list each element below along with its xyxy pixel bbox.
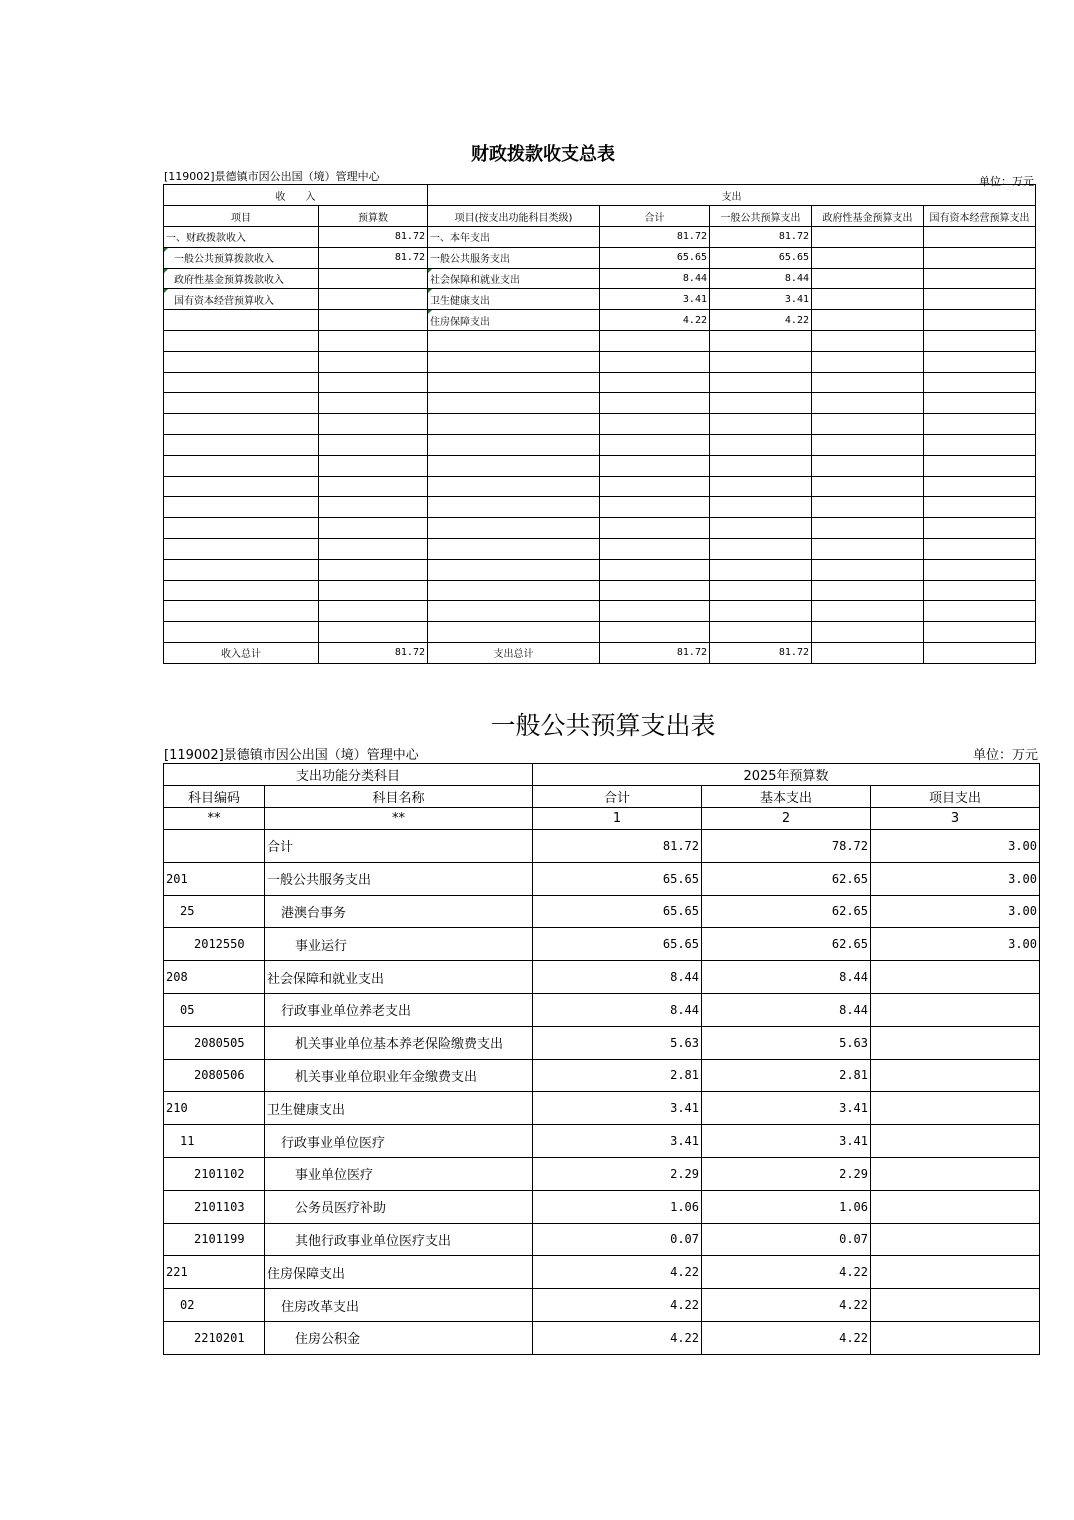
t2-group-header	[164, 764, 1040, 786]
t2-column-header	[164, 786, 1040, 808]
basic-value: 78.72	[702, 830, 871, 863]
expense-fund	[812, 268, 924, 289]
basic-value: 4.22	[702, 1256, 871, 1289]
subject-name: 公务员医疗补助	[265, 1190, 533, 1223]
expense-header: 支出	[428, 185, 1036, 206]
table-row	[164, 1059, 1040, 1092]
basic-value: 62.65	[702, 895, 871, 928]
empty-cell	[319, 372, 428, 393]
empty-cell	[319, 580, 428, 601]
empty-cell	[600, 497, 710, 518]
empty-cell	[600, 559, 710, 580]
empty-cell	[924, 351, 1036, 372]
expense-fund	[812, 247, 924, 268]
empty-cell	[812, 601, 924, 622]
subject-code: 210	[164, 1092, 265, 1125]
expense-item: 住房保障支出	[428, 310, 600, 331]
expense-item: 一般公共服务支出	[428, 247, 600, 268]
empty-cell	[710, 434, 812, 455]
table-row	[164, 518, 1036, 539]
table-row	[164, 961, 1040, 994]
expense-general-total: 81.72	[710, 642, 812, 663]
expense-fund	[812, 227, 924, 248]
empty-cell	[812, 497, 924, 518]
subject-name: 其他行政事业单位医疗支出	[265, 1223, 533, 1256]
subject-name: 住房保障支出	[265, 1256, 533, 1289]
income-amount: 81.72	[319, 247, 428, 268]
expense-general: 8.44	[710, 268, 812, 289]
empty-cell	[600, 414, 710, 435]
empty-cell	[319, 622, 428, 643]
total-value: 81.72	[533, 830, 702, 863]
expense-state-capital	[924, 227, 1036, 248]
expense-state-capital	[924, 268, 1036, 289]
empty-cell	[428, 434, 600, 455]
expense-general: 81.72	[710, 227, 812, 248]
expense-total: 65.65	[600, 247, 710, 268]
empty-cell	[710, 580, 812, 601]
expense-general: 3.41	[710, 289, 812, 310]
total-value: 2.29	[533, 1157, 702, 1190]
subject-name: 住房改革支出	[265, 1289, 533, 1322]
subject-code: 2012550	[164, 928, 265, 961]
basic-value: 4.22	[702, 1321, 871, 1354]
empty-cell	[812, 351, 924, 372]
t2-title: 一般公共预算支出表	[490, 711, 716, 740]
total-value: 4.22	[533, 1321, 702, 1354]
subject-code	[164, 830, 265, 863]
empty-cell	[812, 559, 924, 580]
empty-cell	[428, 351, 600, 372]
table-row	[164, 268, 1036, 289]
table-row	[164, 862, 1040, 895]
basic-value: 2.81	[702, 1059, 871, 1092]
income-item: 一般公共预算拨款收入	[164, 247, 319, 268]
expense-total: 8.44	[600, 268, 710, 289]
col-name: 科目名称	[265, 786, 533, 808]
t2-org: [119002]景德镇市因公出国（境）管理中心	[164, 748, 419, 763]
expense-state-capital-total	[924, 642, 1036, 663]
empty-cell	[319, 455, 428, 476]
total-value: 0.07	[533, 1223, 702, 1256]
total-value: 5.63	[533, 1026, 702, 1059]
empty-cell	[600, 393, 710, 414]
empty-cell	[164, 518, 319, 539]
totals-row	[164, 642, 1036, 663]
empty-cell	[600, 476, 710, 497]
table-row	[164, 1157, 1040, 1190]
col-total: 合计	[600, 206, 710, 227]
empty-cell	[164, 497, 319, 518]
empty-cell	[319, 601, 428, 622]
table-row	[164, 1092, 1040, 1125]
table-row	[164, 580, 1036, 601]
basic-value: 3.41	[702, 1092, 871, 1125]
empty-cell	[924, 434, 1036, 455]
expense-item: 卫生健康支出	[428, 289, 600, 310]
subject-code: 05	[164, 993, 265, 1026]
table-row	[164, 414, 1036, 435]
table-row	[164, 559, 1036, 580]
subject-code: 25	[164, 895, 265, 928]
table-row	[164, 310, 1036, 331]
table-row	[164, 1289, 1040, 1322]
income-item: 一、财政拨款收入	[164, 227, 319, 248]
table-row	[164, 1256, 1040, 1289]
col-expense-item: 项目(按支出功能科目类级)	[428, 206, 600, 227]
table-row	[164, 289, 1036, 310]
income-header: 收 入	[164, 185, 428, 206]
project-value: 3.00	[871, 895, 1040, 928]
subject-code: 11	[164, 1125, 265, 1158]
income-amount: 81.72	[319, 227, 428, 248]
empty-cell	[428, 601, 600, 622]
empty-cell	[812, 455, 924, 476]
empty-cell	[600, 372, 710, 393]
subject-code: 208	[164, 961, 265, 994]
index-cell: 2	[702, 808, 871, 830]
table-row	[164, 830, 1040, 863]
empty-cell	[319, 434, 428, 455]
col-general: 一般公共预算支出	[710, 206, 812, 227]
subject-code: 221	[164, 1256, 265, 1289]
col-fund: 政府性基金预算支出	[812, 206, 924, 227]
empty-cell	[710, 414, 812, 435]
table-row	[164, 247, 1036, 268]
empty-cell	[924, 414, 1036, 435]
empty-cell	[164, 372, 319, 393]
subject-code: 2101103	[164, 1190, 265, 1223]
empty-cell	[319, 351, 428, 372]
empty-cell	[812, 580, 924, 601]
table-row	[164, 497, 1036, 518]
empty-cell	[319, 538, 428, 559]
basic-value: 8.44	[702, 993, 871, 1026]
empty-cell	[428, 372, 600, 393]
table-row	[164, 476, 1036, 497]
col-budget: 预算数	[319, 206, 428, 227]
expense-total: 4.22	[600, 310, 710, 331]
project-value	[871, 1125, 1040, 1158]
empty-cell	[924, 559, 1036, 580]
empty-cell	[924, 518, 1036, 539]
col-state-capital: 国有资本经营预算支出	[924, 206, 1036, 227]
fiscal-summary-table	[163, 184, 1036, 664]
empty-cell	[164, 538, 319, 559]
empty-cell	[924, 372, 1036, 393]
expense-item: 社会保障和就业支出	[428, 268, 600, 289]
empty-cell	[428, 622, 600, 643]
empty-cell	[600, 351, 710, 372]
empty-cell	[710, 351, 812, 372]
empty-cell	[428, 518, 600, 539]
basic-value: 8.44	[702, 961, 871, 994]
empty-cell	[164, 414, 319, 435]
empty-cell	[428, 330, 600, 351]
subject-name: 行政事业单位医疗	[265, 1125, 533, 1158]
project-value	[871, 1092, 1040, 1125]
basic-value: 4.22	[702, 1289, 871, 1322]
empty-cell	[812, 622, 924, 643]
empty-cell	[164, 601, 319, 622]
budget-2025-header: 2025年预算数	[533, 764, 1040, 786]
income-amount	[319, 310, 428, 331]
expense-state-capital	[924, 289, 1036, 310]
empty-cell	[812, 414, 924, 435]
empty-cell	[428, 476, 600, 497]
expense-fund-total	[812, 642, 924, 663]
empty-cell	[164, 434, 319, 455]
empty-cell	[428, 580, 600, 601]
total-value: 2.81	[533, 1059, 702, 1092]
subject-name: 住房公积金	[265, 1321, 533, 1354]
expense-total: 3.41	[600, 289, 710, 310]
basic-value: 62.65	[702, 928, 871, 961]
empty-cell	[812, 393, 924, 414]
project-value	[871, 961, 1040, 994]
table-row	[164, 1223, 1040, 1256]
total-value: 65.65	[533, 895, 702, 928]
t1-title: 财政拨款收支总表	[471, 144, 615, 165]
subject-code: 2080506	[164, 1059, 265, 1092]
project-value	[871, 1223, 1040, 1256]
empty-cell	[428, 414, 600, 435]
t1-org: [119002]景德镇市因公出国（境）管理中心	[164, 170, 380, 183]
table-row	[164, 538, 1036, 559]
empty-cell	[319, 476, 428, 497]
empty-cell	[428, 559, 600, 580]
empty-cell	[600, 455, 710, 476]
table-row	[164, 895, 1040, 928]
empty-cell	[600, 601, 710, 622]
subject-code: 2101102	[164, 1157, 265, 1190]
empty-cell	[164, 622, 319, 643]
empty-cell	[924, 622, 1036, 643]
expense-fund	[812, 289, 924, 310]
table-row	[164, 928, 1040, 961]
empty-cell	[710, 372, 812, 393]
empty-cell	[319, 414, 428, 435]
table-row	[164, 1125, 1040, 1158]
total-value: 4.22	[533, 1256, 702, 1289]
empty-cell	[319, 497, 428, 518]
col-code: 科目编码	[164, 786, 265, 808]
table-row	[164, 993, 1040, 1026]
income-amount	[319, 268, 428, 289]
table-row	[164, 393, 1036, 414]
basic-value: 1.06	[702, 1190, 871, 1223]
empty-cell	[164, 559, 319, 580]
empty-cell	[924, 330, 1036, 351]
col-project: 项目支出	[871, 786, 1040, 808]
t1-unit: 单位：万元	[979, 175, 1034, 188]
project-value: 3.00	[871, 928, 1040, 961]
income-total-label: 收入总计	[164, 642, 319, 663]
income-item: 政府性基金预算拨款收入	[164, 268, 319, 289]
empty-cell	[710, 455, 812, 476]
functional-classification-header: 支出功能分类科目	[164, 764, 533, 786]
subject-name: 机关事业单位基本养老保险缴费支出	[265, 1026, 533, 1059]
project-value	[871, 1321, 1040, 1354]
table-row	[164, 455, 1036, 476]
empty-cell	[812, 518, 924, 539]
table-row	[164, 622, 1036, 643]
subject-name: 事业单位医疗	[265, 1157, 533, 1190]
project-value	[871, 1059, 1040, 1092]
empty-cell	[428, 497, 600, 518]
empty-cell	[428, 393, 600, 414]
t2-index-row	[164, 808, 1040, 830]
project-value: 3.00	[871, 862, 1040, 895]
subject-code: 2101199	[164, 1223, 265, 1256]
basic-value: 3.41	[702, 1125, 871, 1158]
income-item: 国有资本经营预算收入	[164, 289, 319, 310]
empty-cell	[812, 330, 924, 351]
t2-unit: 单位：万元	[972, 748, 1038, 763]
col-basic: 基本支出	[702, 786, 871, 808]
empty-cell	[600, 622, 710, 643]
table-row	[164, 1190, 1040, 1223]
subject-name: 港澳台事务	[265, 895, 533, 928]
index-cell: 1	[533, 808, 702, 830]
expense-state-capital	[924, 310, 1036, 331]
empty-cell	[710, 330, 812, 351]
empty-cell	[710, 538, 812, 559]
empty-cell	[600, 434, 710, 455]
table-row	[164, 434, 1036, 455]
t1-group-header	[164, 185, 1036, 206]
empty-cell	[710, 601, 812, 622]
empty-cell	[319, 559, 428, 580]
empty-cell	[710, 518, 812, 539]
expense-total: 81.72	[600, 227, 710, 248]
project-value	[871, 1190, 1040, 1223]
expense-fund	[812, 310, 924, 331]
expense-general: 4.22	[710, 310, 812, 331]
col-total: 合计	[533, 786, 702, 808]
empty-cell	[924, 455, 1036, 476]
empty-cell	[319, 518, 428, 539]
income-item	[164, 310, 319, 331]
total-value: 4.22	[533, 1289, 702, 1322]
empty-cell	[812, 434, 924, 455]
project-value	[871, 1256, 1040, 1289]
subject-name: 合计	[265, 830, 533, 863]
project-value: 3.00	[871, 830, 1040, 863]
empty-cell	[710, 559, 812, 580]
empty-cell	[164, 580, 319, 601]
empty-cell	[600, 580, 710, 601]
table-row	[164, 1321, 1040, 1354]
general-budget-expense-table	[163, 763, 1040, 1355]
t1-column-header	[164, 206, 1036, 227]
project-value	[871, 1026, 1040, 1059]
empty-cell	[428, 455, 600, 476]
expense-general: 65.65	[710, 247, 812, 268]
empty-cell	[924, 476, 1036, 497]
expense-total-value: 81.72	[600, 642, 710, 663]
subject-name: 行政事业单位养老支出	[265, 993, 533, 1026]
income-total-value: 81.72	[319, 642, 428, 663]
subject-name: 事业运行	[265, 928, 533, 961]
expense-state-capital	[924, 247, 1036, 268]
subject-code: 2210201	[164, 1321, 265, 1354]
subject-code: 201	[164, 862, 265, 895]
empty-cell	[710, 497, 812, 518]
total-value: 65.65	[533, 862, 702, 895]
empty-cell	[600, 518, 710, 539]
basic-value: 5.63	[702, 1026, 871, 1059]
total-value: 3.41	[533, 1125, 702, 1158]
index-cell: **	[265, 808, 533, 830]
empty-cell	[428, 538, 600, 559]
expense-total-label: 支出总计	[428, 642, 600, 663]
empty-cell	[924, 538, 1036, 559]
empty-cell	[710, 476, 812, 497]
empty-cell	[710, 393, 812, 414]
subject-name: 社会保障和就业支出	[265, 961, 533, 994]
table-row	[164, 372, 1036, 393]
project-value	[871, 1289, 1040, 1322]
empty-cell	[319, 330, 428, 351]
basic-value: 62.65	[702, 862, 871, 895]
total-value: 1.06	[533, 1190, 702, 1223]
table-row	[164, 601, 1036, 622]
project-value	[871, 993, 1040, 1026]
empty-cell	[600, 538, 710, 559]
empty-cell	[164, 330, 319, 351]
index-cell: **	[164, 808, 265, 830]
subject-name: 卫生健康支出	[265, 1092, 533, 1125]
empty-cell	[164, 455, 319, 476]
subject-name: 机关事业单位职业年金缴费支出	[265, 1059, 533, 1092]
project-value	[871, 1157, 1040, 1190]
empty-cell	[812, 476, 924, 497]
basic-value: 2.29	[702, 1157, 871, 1190]
table-row	[164, 227, 1036, 248]
table-row	[164, 1026, 1040, 1059]
empty-cell	[924, 601, 1036, 622]
empty-cell	[164, 351, 319, 372]
empty-cell	[319, 393, 428, 414]
total-value: 3.41	[533, 1092, 702, 1125]
empty-cell	[812, 372, 924, 393]
subject-name: 一般公共服务支出	[265, 862, 533, 895]
subject-code: 02	[164, 1289, 265, 1322]
total-value: 8.44	[533, 993, 702, 1026]
empty-cell	[812, 538, 924, 559]
col-item: 项目	[164, 206, 319, 227]
total-value: 8.44	[533, 961, 702, 994]
empty-cell	[924, 580, 1036, 601]
empty-cell	[600, 330, 710, 351]
income-amount	[319, 289, 428, 310]
empty-cell	[164, 476, 319, 497]
table-row	[164, 351, 1036, 372]
basic-value: 0.07	[702, 1223, 871, 1256]
empty-cell	[924, 497, 1036, 518]
empty-cell	[164, 393, 319, 414]
empty-cell	[924, 393, 1036, 414]
index-cell: 3	[871, 808, 1040, 830]
subject-code: 2080505	[164, 1026, 265, 1059]
empty-cell	[710, 622, 812, 643]
expense-item: 一、本年支出	[428, 227, 600, 248]
total-value: 65.65	[533, 928, 702, 961]
table-row	[164, 330, 1036, 351]
